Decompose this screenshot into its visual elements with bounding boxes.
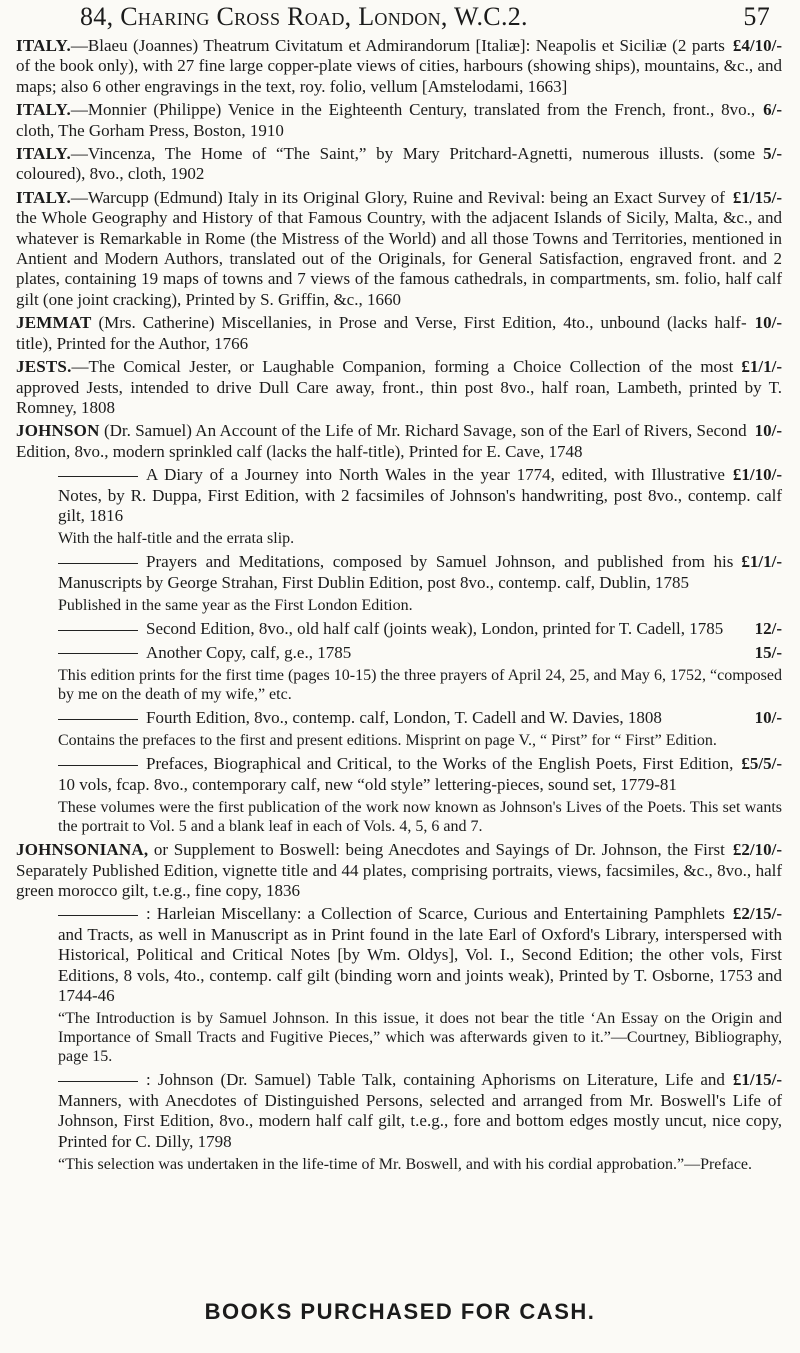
entry-text: Contains the prefaces to the first and present editions. Misprint on page V., “ Pirst” for “ First” Edition.: [58, 732, 717, 750]
ditto-rule: [58, 765, 138, 766]
entry-text: Prefaces, Biographical and Critical, to the Works of the English Poets, First Edition, 10 vols, fcap. 8vo., contemporary calf, new “old style” lettering-pieces, sound set, 1779-81: [58, 754, 734, 794]
catalogue-entry: [16, 465, 782, 526]
catalogue-entry: [16, 313, 782, 354]
catalogue-entry: [16, 36, 782, 97]
entry-text: —The Comical Jester, or Laughable Companion, forming a Choice Collection of the most approved Jests, intended to drive Dull Care away, front., thin post 8vo., half roan, Lambeth, printed by T. Romney, 1808: [16, 357, 782, 417]
entry-heading: ITALY.: [16, 144, 71, 164]
catalogue-entry: [16, 840, 782, 901]
catalogue-entry: [16, 643, 782, 663]
entry-price: 6/-: [763, 100, 782, 120]
ditto-rule: [58, 563, 138, 564]
catalogue-entry: [16, 1070, 782, 1152]
entry-price: £1/1/-: [741, 552, 782, 572]
entry-price: £4/10/-: [732, 36, 782, 55]
entry-text: (Dr. Samuel) An Account of the Life of Mr. Richard Savage, son of the Earl of Rivers, Second Edition, 8vo., modern sprinkled calf (lacks the half-title), Printed for E. Cave, 1748: [16, 421, 747, 461]
entry-text: A Diary of a Journey into North Wales in the year 1774, edited, with Illustrative Notes, by R. Duppa, First Edition, with 2 facsimiles of Johnson's handwriting, post 8vo., contemp. calf gilt, 1816: [58, 465, 782, 525]
catalogue-entries: [16, 36, 782, 1174]
page-number: 57: [743, 2, 770, 31]
entry-price: £1/1/-: [741, 357, 782, 377]
entry-text: With the half-title and the errata slip.: [58, 530, 295, 548]
entry-text: Fourth Edition, 8vo., contemp. calf, London, T. Cadell and W. Davies, 1808: [146, 707, 662, 727]
entry-price: £2/10/-: [732, 840, 782, 860]
entry-text: : Harleian Miscellany: a Collection of Scarce, Curious and Entertaining Pamphlets and Tracts, as well in Manuscript as in Print found in the late Earl of Oxford's Library, interspersed with Historical, Political and Critical Notes [by Wm. Oldys], Vol. I., Second Edition; the other vols, First Editions, 8 vols, 4to., contemp. calf gilt (binding worn and joints weak), Printed by T. Osborne, 1753 and 1744-46: [58, 904, 782, 1006]
address: 84, Charing Cross Road, London, W.C.2.: [80, 2, 528, 31]
entry-price: 10/-: [754, 707, 782, 727]
entry-note: [16, 529, 782, 548]
entry-price: £1/15/-: [732, 1070, 782, 1090]
entry-heading: JOHNSON: [16, 421, 100, 441]
catalogue-entry: [16, 619, 782, 639]
entry-price: 10/-: [754, 421, 782, 441]
entry-text: : Johnson (Dr. Samuel) Table Talk, containing Aphorisms on Literature, Life and Manners, with Anecdotes of Distinguished Persons, selected and arranged from Mr. Boswell's Life of Johnson, First Edition, 8vo., modern half calf gilt, t.e.g., fore and bottom edges mostly uncut, nice copy, Printed for C. Dilly, 1798: [58, 1070, 782, 1151]
entry-text: —Blaeu (Joannes) Theatrum Civitatum et Admirandorum [Italiæ]: Neapolis et Siciliæ (2 parts of the book only), with 27 fine large copper-plate views of cities, harbours (showing ships), mountains, &c., and maps; also 6 other engravings in the text, roy. folio, vellum [Amstelodami, 1663]: [16, 36, 782, 96]
running-head: [16, 0, 782, 36]
catalogue-entry: [16, 754, 782, 795]
entry-text: —Monnier (Philippe) Venice in the Eighteenth Century, translated from the French, front., 8vo., cloth, The Gorham Press, Boston, 1910: [16, 100, 756, 140]
entry-price: £5/5/-: [741, 754, 782, 774]
entry-note: [16, 596, 782, 615]
catalogue-entry: [16, 708, 782, 728]
entry-text: —Vincenza, The Home of “The Saint,” by Mary Pritchard-Agnetti, numerous illusts. (some coloured), 8vo., cloth, 1902: [16, 144, 756, 184]
catalogue-entry: [16, 357, 782, 418]
catalogue-entry: [16, 421, 782, 462]
entry-text: Prayers and Meditations, composed by Samuel Johnson, and published from his Manuscripts by George Strahan, First Dublin Edition, post 8vo., contemp. calf, Dublin, 1785: [58, 552, 734, 592]
entry-text: or Supplement to Boswell: being Anecdotes and Sayings of Dr. Johnson, the First Separately Published Edition, vignette title and 44 plates, comprising portraits, views, facsimiles, &c., 8vo., half green morocco gilt, t.e.g., fine copy, 1836: [16, 840, 782, 900]
ditto-rule: [58, 915, 138, 916]
entry-text: These volumes were the first publication of the work now known as Johnson's Lives of the Poets. This set wants the portrait to Vol. 5 and a blank leaf in each of Vols. 4, 5, 6 and 7.: [58, 799, 782, 836]
entry-price: £2/15/-: [732, 904, 782, 924]
entry-heading: JEMMAT: [16, 313, 92, 333]
entry-text: This edition prints for the first time (pages 10-15) the three prayers of April 24, 25, and May 6, 1752, “composed by me on the death of my wife,” etc.: [58, 666, 782, 703]
entry-price: £1/10/-: [732, 465, 782, 485]
entry-heading: ITALY.: [16, 36, 71, 55]
entry-heading: JESTS.: [16, 357, 72, 377]
entry-heading: JOHNSONIANA,: [16, 840, 149, 860]
entry-note: [16, 666, 782, 704]
entry-text: “The Introduction is by Samuel Johnson. In this issue, it does not bear the title ‘An Essay on the Origin and Importance of Small Tracts and Fugitive Pieces,” which was afterwards given to it.”—Courtney, Bibliography, page 15.: [58, 1010, 782, 1066]
ditto-rule: [58, 630, 138, 631]
entry-heading: ITALY.: [16, 100, 71, 120]
footer-notice: BOOKS PURCHASED FOR CASH.: [204, 1299, 596, 1324]
entry-text: (Mrs. Catherine) Miscellanies, in Prose and Verse, First Edition, 4to., unbound (lacks half-title), Printed for the Author, 1766: [16, 313, 747, 353]
entry-text: —Warcupp (Edmund) Italy in its Original Glory, Ruine and Revival: being an Exact Survey of the Whole Geography and History of that Famous Country, with the adjacent Islands of Sicily, Malta, &c., and whatever is Remarkable in Rome (the Mistress of the World) and all those Towns and Territories, mentioned in Antient and Modern Authors, translated out of the Originals, for General Satisfaction, engraved front. and 2 plates, containing 19 maps of towns and 7 views of the famous cathedrals, in compartments, sm. folio, half calf gilt (one joint cracking), Printed by S. Griffin, &c., 1660: [16, 187, 782, 309]
entry-text: “This selection was undertaken in the life-time of Mr. Boswell, and with his cordial approbation.”—Preface.: [58, 1156, 753, 1174]
entry-price: 10/-: [754, 313, 782, 333]
entry-text: Published in the same year as the First London Edition.: [58, 597, 413, 615]
catalogue-entry: [16, 552, 782, 593]
catalogue-entry: [16, 188, 782, 310]
entry-price: £1/15/-: [732, 187, 782, 207]
catalogue-entry: [16, 904, 782, 1006]
ditto-rule: [58, 476, 138, 477]
entry-heading: ITALY.: [16, 187, 71, 207]
entry-price: 12/-: [754, 619, 782, 639]
ditto-rule: [58, 653, 138, 654]
catalogue-entry: [16, 144, 782, 185]
entry-price: 15/-: [754, 642, 782, 662]
ditto-rule: [58, 719, 138, 720]
entry-price: 5/-: [763, 144, 782, 164]
entry-note: [16, 1155, 782, 1174]
entry-text: Another Copy, calf, g.e., 1785: [146, 642, 352, 662]
entry-note: [16, 1009, 782, 1066]
catalogue-entry: [16, 100, 782, 141]
entry-note: [16, 731, 782, 750]
entry-text: Second Edition, 8vo., old half calf (joints weak), London, printed for T. Cadell, 1785: [146, 619, 724, 639]
entry-note: [16, 798, 782, 836]
ditto-rule: [58, 1081, 138, 1082]
